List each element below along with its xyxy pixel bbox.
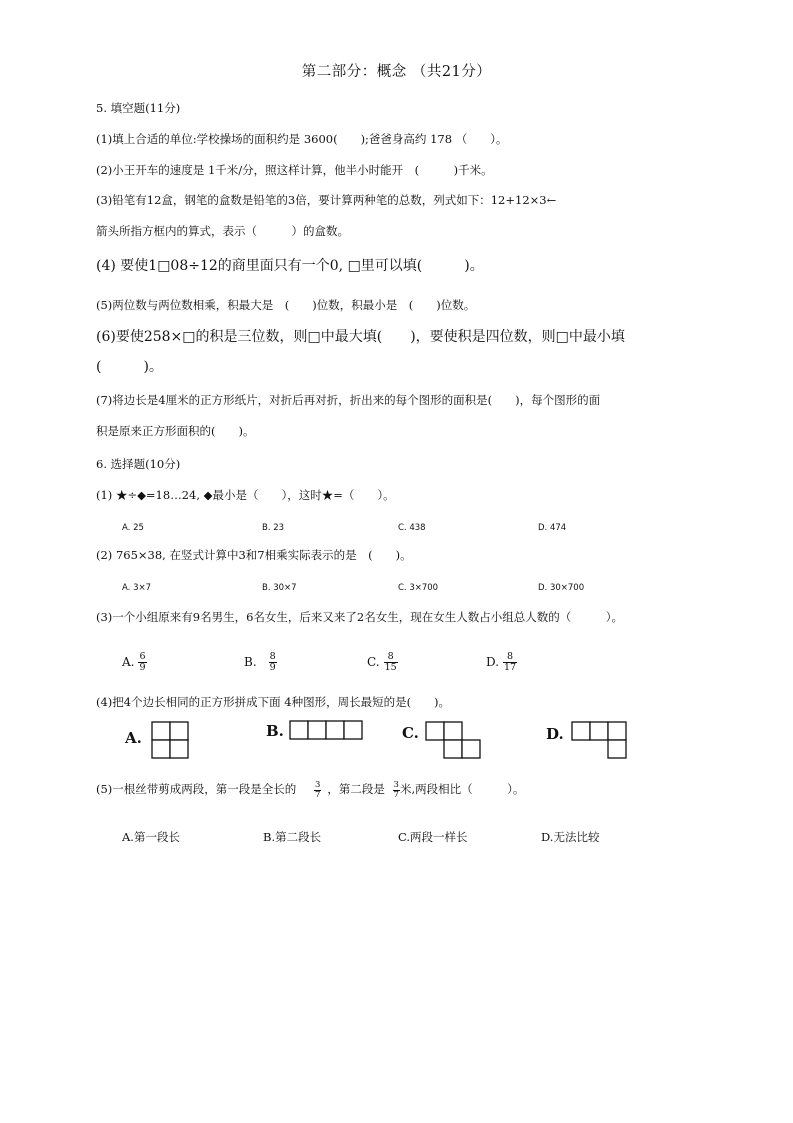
choice-5-option-b: B.第二段长 xyxy=(263,830,322,844)
choice-2-option-d: D. 30×700 xyxy=(538,583,585,593)
fill-question-7-line-1: (7)将边长是4厘米的正方形纸片，对折后再对折，折出来的每个图形的面积是( )，每个图形的面 xyxy=(96,393,601,407)
shape-c-diagram xyxy=(425,721,483,761)
shape-a-diagram xyxy=(151,721,191,761)
choice-section-header: 6. 选择题(10分) xyxy=(96,457,181,471)
q5-text-pre: (5)一根丝带剪成两段，第一段是全长的 xyxy=(96,782,297,796)
denominator: 17 xyxy=(504,662,517,673)
unit-square xyxy=(152,740,170,758)
unit-square xyxy=(344,721,362,739)
choice-1-option-d: D. 474 xyxy=(538,523,567,533)
unit-square xyxy=(170,740,188,758)
choice-question-3: (3)一个小组原来有9名男生，6名女生，后来又来了2名女生，现在女生人数占小组总人数的（ ）。 xyxy=(96,610,623,624)
choice-5-option-d: D.无法比较 xyxy=(541,830,600,844)
choice-5-option-c: C.两段一样长 xyxy=(398,830,468,844)
choice-1-option-a: A. 25 xyxy=(122,523,144,533)
shape-b-diagram xyxy=(289,720,365,742)
denominator: 15 xyxy=(384,662,397,673)
choice-2-option-b: B. 30×7 xyxy=(262,583,297,593)
denominator: 7 xyxy=(393,789,399,800)
unit-square xyxy=(152,722,170,740)
option-label: D. xyxy=(486,655,500,669)
unit-square xyxy=(572,722,590,740)
unit-square xyxy=(308,721,326,739)
choice-3-option-c xyxy=(367,652,398,673)
shape-b-label: B. xyxy=(266,722,284,740)
fraction xyxy=(384,652,398,673)
numerator: 8 xyxy=(384,652,398,663)
choice-3-option-a xyxy=(122,652,147,673)
unit-square xyxy=(462,740,480,758)
choice-3-option-d xyxy=(486,652,517,673)
fill-question-4: (4) 要使1□08÷12的商里面只有一个0, □里可以填( )。 xyxy=(96,258,484,274)
numerator: 3 xyxy=(314,779,321,790)
unit-square xyxy=(608,722,626,740)
fill-question-7-line-2: 积是原来正方形面积的( )。 xyxy=(96,424,255,438)
numerator: 3 xyxy=(393,779,399,790)
fill-section-header: 5. 填空题(11分) xyxy=(96,101,181,115)
option-label: C. xyxy=(367,655,380,669)
fraction xyxy=(138,652,146,673)
q5-fraction-1 xyxy=(314,781,321,800)
choice-question-1: (1) ★÷◆=18…24, ◆最小是（ ），这时★=（ ）。 xyxy=(96,488,395,502)
fill-question-5: (5)两位数与两位数相乘，积最大是 ( )位数，积最小是 ( )位数。 xyxy=(96,298,476,312)
unit-square xyxy=(444,740,462,758)
fill-question-6-line-1: (6)要使258×□的积是三位数，则□中最大填( )，要使积是四位数，则□中最小填 xyxy=(96,329,625,345)
shape-d-label: D. xyxy=(546,725,564,743)
option-label: A. xyxy=(122,655,135,669)
q5-text-post: 米,两段相比（ ）。 xyxy=(399,782,525,796)
unit-square xyxy=(608,740,626,758)
choice-question-4: (4)把4个边长相同的正方形拼成下面 4种图形，周长最短的是( )。 xyxy=(96,695,451,709)
unit-square xyxy=(290,721,308,739)
denominator: 7 xyxy=(314,789,321,800)
fraction xyxy=(269,652,277,673)
choice-3-option-b xyxy=(244,652,277,673)
numerator: 8 xyxy=(503,652,517,663)
option-label: B. xyxy=(244,655,257,669)
choice-1-option-b: B. 23 xyxy=(262,523,285,533)
choice-1-option-c: C. 438 xyxy=(398,523,426,533)
shape-c-label: C. xyxy=(402,724,419,742)
numerator: 8 xyxy=(269,651,276,662)
choice-2-option-a: A. 3×7 xyxy=(122,583,152,593)
choice-question-5 xyxy=(96,778,524,800)
denominator: 9 xyxy=(139,662,146,673)
unit-square xyxy=(426,722,444,740)
fill-question-3-line-1: (3)铅笔有12盒，钢笔的盒数是铅笔的3倍，要计算两种笔的总数，列式如下：12+12×3← xyxy=(96,193,557,207)
unit-square xyxy=(170,722,188,740)
fill-question-3-line-2: 箭头所指方框内的算式，表示（ ）的盒数。 xyxy=(96,224,349,238)
choice-question-2: (2) 765×38, 在竖式计算中3和7相乘实际表示的是 ( )。 xyxy=(96,548,412,562)
choice-5-option-a: A.第一段长 xyxy=(122,830,180,844)
denominator: 9 xyxy=(269,662,276,673)
unit-square xyxy=(326,721,344,739)
fill-question-1: (1)填上合适的单位:学校操场的面积约是 3600( );爸爸身高约 178 （ ）。 xyxy=(96,132,508,146)
q5-fraction-2 xyxy=(393,781,400,800)
shape-d-diagram xyxy=(571,721,629,761)
unit-square xyxy=(444,722,462,740)
fill-question-6-line-2: ( )。 xyxy=(96,359,163,375)
fraction xyxy=(503,652,517,673)
shape-a-label: A. xyxy=(125,729,142,747)
unit-square xyxy=(590,722,608,740)
page-title: 第二部分：概念 （共21分） xyxy=(301,64,492,80)
choice-2-option-c: C. 3×700 xyxy=(398,583,439,593)
q5-text-mid: ，第二段是 xyxy=(327,782,385,796)
numerator: 6 xyxy=(139,651,146,662)
fill-question-2: (2)小王开车的速度是 1千米/分，照这样计算，他半小时能开 ( )千米。 xyxy=(96,163,493,177)
